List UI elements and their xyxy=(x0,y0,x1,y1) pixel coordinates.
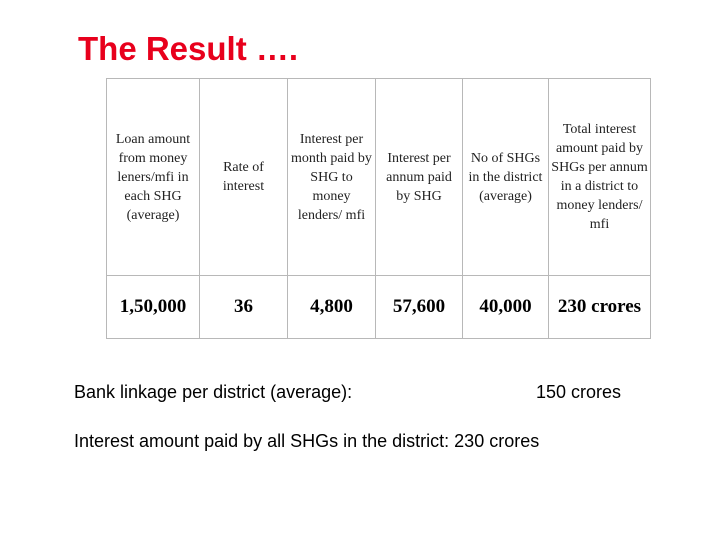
header-number-of-shgs: No of SHGs in the district (average) xyxy=(463,79,549,276)
interest-summary: Interest amount paid by all SHGs in the district: 230 crores xyxy=(74,431,540,451)
header-total-interest: Total interest amount paid by SHGs per annum in a district to money lenders/ mfi xyxy=(549,79,651,276)
bank-linkage-label: Bank linkage per district (average): xyxy=(74,382,353,402)
table-header-row xyxy=(107,79,651,276)
cell-interest-per-annum: 57,600 xyxy=(376,276,463,339)
header-interest-per-annum: Interest per annum paid by SHG xyxy=(376,79,463,276)
header-interest-per-month: Interest per month paid by SHG to money lenders/ mfi xyxy=(288,79,376,276)
cell-number-of-shgs: 40,000 xyxy=(463,276,549,339)
cell-loan-amount: 1,50,000 xyxy=(107,276,200,339)
header-rate-of-interest: Rate of interest xyxy=(200,79,288,276)
header-loan-amount: Loan amount from money leners/mfi in each SHG (average) xyxy=(107,79,200,276)
cell-rate-of-interest: 36 xyxy=(200,276,288,339)
slide-title: The Result …. xyxy=(78,30,299,67)
bank-linkage-value: 150 crores xyxy=(536,382,622,402)
cell-total-interest: 230 crores xyxy=(549,276,651,339)
result-table xyxy=(106,78,651,339)
table-row xyxy=(107,276,651,339)
cell-interest-per-month: 4,800 xyxy=(288,276,376,339)
